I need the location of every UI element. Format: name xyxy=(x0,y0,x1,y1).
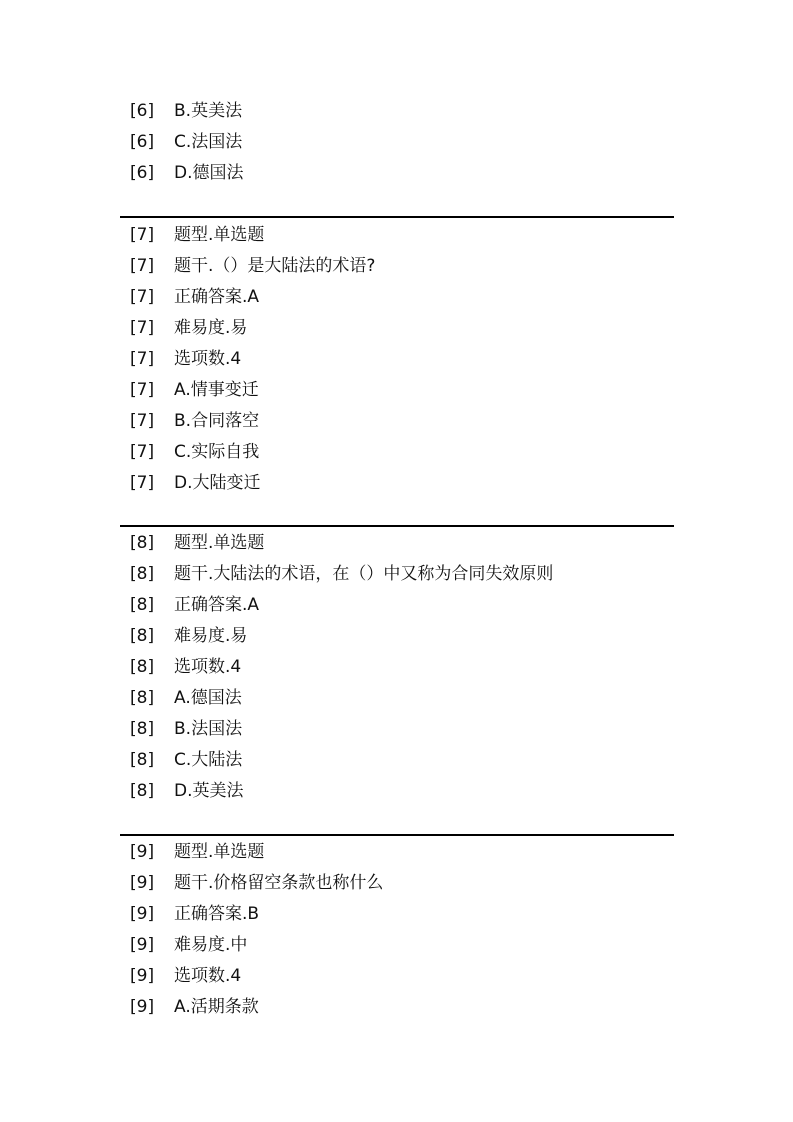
question-text: 题干.大陆法的术语，在（）中又称为合同失效原则 xyxy=(174,564,554,584)
question-text: 正确答案.B xyxy=(174,904,260,924)
question-number: [9] xyxy=(130,904,155,924)
question-text: 正确答案.A xyxy=(174,595,260,615)
question-line xyxy=(130,683,674,714)
question-number: [8] xyxy=(130,781,155,801)
question-number: [8] xyxy=(130,657,155,677)
question-text: A.活期条款 xyxy=(174,997,259,1017)
question-line xyxy=(130,313,674,344)
question-number: [8] xyxy=(130,564,155,584)
question-line xyxy=(130,220,674,251)
question-number: [7] xyxy=(130,287,155,307)
question-line xyxy=(130,652,674,683)
question-text: 正确答案.A xyxy=(174,287,260,307)
question-number: [6] xyxy=(130,101,155,121)
question-number: [7] xyxy=(130,318,155,338)
question-line xyxy=(130,899,674,930)
question-line xyxy=(130,837,674,868)
question-text: C.实际自我 xyxy=(174,442,260,462)
question-line xyxy=(130,590,674,621)
question-text: D.英美法 xyxy=(174,781,244,801)
question-number: [7] xyxy=(130,442,155,462)
question-number: [9] xyxy=(130,966,155,986)
question-text: D.德国法 xyxy=(174,163,244,183)
question-text: 选项数.4 xyxy=(174,966,242,986)
question-number: [9] xyxy=(130,935,155,955)
question-text: C.大陆法 xyxy=(174,750,243,770)
question-text: B.英美法 xyxy=(174,101,243,121)
question-number: [8] xyxy=(130,719,155,739)
question-number: [7] xyxy=(130,411,155,431)
question-line xyxy=(130,468,674,499)
question-line xyxy=(130,344,674,375)
question-number: [8] xyxy=(130,688,155,708)
question-line xyxy=(130,992,674,1023)
question-text: 题干.价格留空条款也称什么 xyxy=(174,873,384,893)
question-line xyxy=(130,776,674,807)
question-text: D.大陆变迁 xyxy=(174,473,261,493)
question-line xyxy=(130,868,674,899)
question-line xyxy=(130,437,674,468)
question-line xyxy=(130,930,674,961)
section-divider xyxy=(120,525,674,527)
question-text: A.德国法 xyxy=(174,688,242,708)
section-divider xyxy=(120,216,674,218)
question-number: [7] xyxy=(130,473,155,493)
question-line xyxy=(130,96,674,127)
question-line xyxy=(130,714,674,745)
question-line xyxy=(130,406,674,437)
question-number: [7] xyxy=(130,349,155,369)
question-number: [8] xyxy=(130,626,155,646)
question-text: C.法国法 xyxy=(174,132,243,152)
question-number: [7] xyxy=(130,225,155,245)
question-line xyxy=(130,621,674,652)
question-text: 题型.单选题 xyxy=(174,533,265,553)
question-number: [9] xyxy=(130,997,155,1017)
question-line xyxy=(130,158,674,189)
question-number: [8] xyxy=(130,595,155,615)
question-line xyxy=(130,375,674,406)
question-text: 题干.（）是大陆法的术语? xyxy=(174,256,376,276)
question-line xyxy=(130,127,674,158)
question-line xyxy=(130,282,674,313)
question-number: [8] xyxy=(130,533,155,553)
question-text: 选项数.4 xyxy=(174,349,242,369)
question-text: 难易度.易 xyxy=(174,318,248,338)
question-text: B.合同落空 xyxy=(174,411,260,431)
question-text: A.情事变迁 xyxy=(174,380,259,400)
question-line xyxy=(130,745,674,776)
question-line xyxy=(130,559,674,590)
section-divider xyxy=(120,834,674,836)
question-number: [7] xyxy=(130,380,155,400)
question-text: 难易度.易 xyxy=(174,626,248,646)
question-number: [9] xyxy=(130,842,155,862)
question-number: [7] xyxy=(130,256,155,276)
question-number: [6] xyxy=(130,132,155,152)
question-text: 选项数.4 xyxy=(174,657,242,677)
question-text: 题型.单选题 xyxy=(174,225,265,245)
question-text: 难易度.中 xyxy=(174,935,248,955)
question-line xyxy=(130,961,674,992)
question-line xyxy=(130,528,674,559)
question-number: [9] xyxy=(130,873,155,893)
question-text: B.法国法 xyxy=(174,719,243,739)
question-line xyxy=(130,251,674,282)
question-number: [8] xyxy=(130,750,155,770)
question-number: [6] xyxy=(130,163,155,183)
question-text: 题型.单选题 xyxy=(174,842,265,862)
